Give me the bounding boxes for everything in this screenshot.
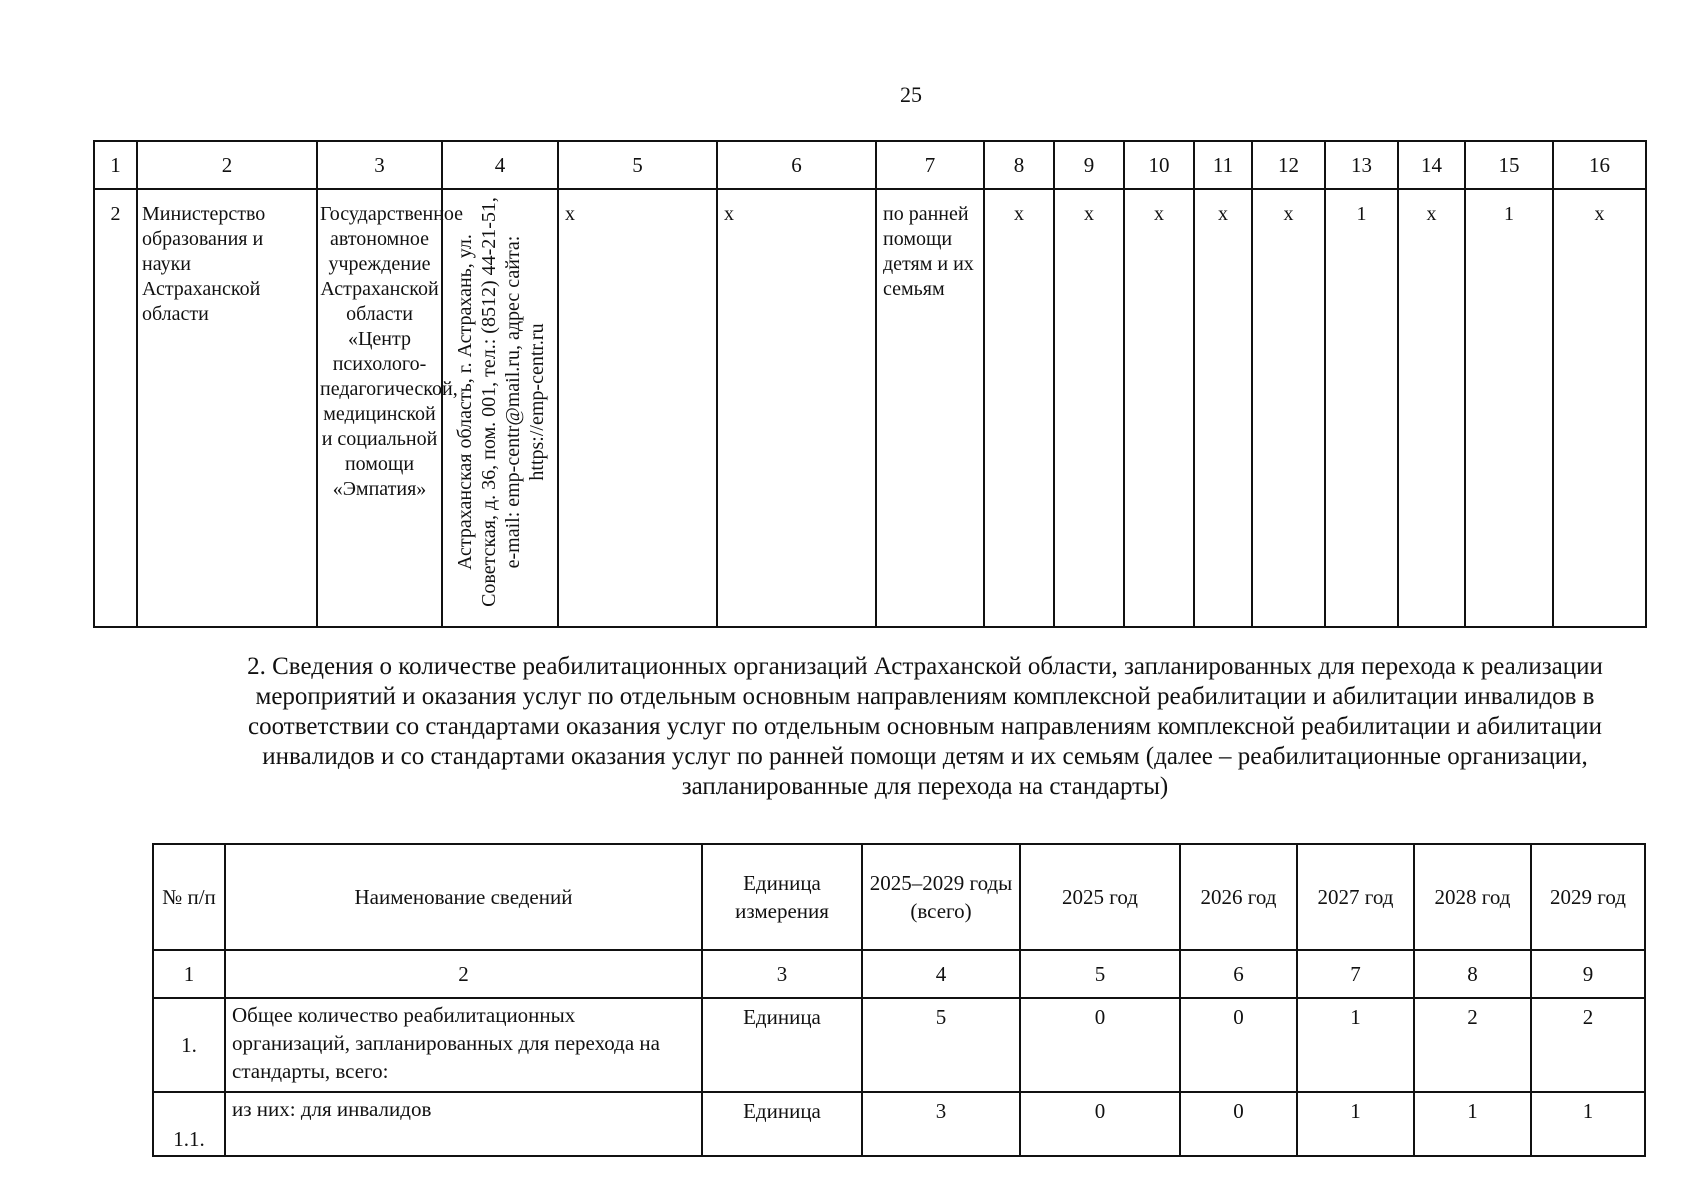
header-cell: 15 xyxy=(1465,141,1553,189)
header-cell: 3 xyxy=(317,141,442,189)
column-number-row xyxy=(153,950,1645,998)
header-cell: 2 xyxy=(137,141,317,189)
value-total: 5 xyxy=(862,998,1020,1092)
header-2027: 2027 год xyxy=(1297,844,1414,950)
header-2026: 2026 год xyxy=(1180,844,1297,950)
header-2029: 2029 год xyxy=(1531,844,1645,950)
header-name: Наименование сведений xyxy=(225,844,702,950)
cell-col14: х xyxy=(1398,189,1465,627)
column-number: 9 xyxy=(1531,950,1645,998)
column-number: 1 xyxy=(153,950,225,998)
header-2028: 2028 год xyxy=(1414,844,1531,950)
row-number: 1. xyxy=(153,998,225,1092)
header-no: № п/п xyxy=(153,844,225,950)
header-total: 2025–2029 годы (всего) xyxy=(862,844,1020,950)
header-cell: 12 xyxy=(1252,141,1325,189)
value-2026: 0 xyxy=(1180,998,1297,1092)
cell-col5: х xyxy=(558,189,717,627)
header-cell: 7 xyxy=(876,141,984,189)
cell-col6: х xyxy=(717,189,876,627)
column-number: 2 xyxy=(225,950,702,998)
column-number: 7 xyxy=(1297,950,1414,998)
cell-col13: 1 xyxy=(1325,189,1398,627)
cell-col10: х xyxy=(1124,189,1194,627)
header-cell: 4 xyxy=(442,141,558,189)
row-label: из них: для инвалидов xyxy=(225,1092,702,1156)
organizations-table xyxy=(93,140,1647,628)
header-unit: Единица измерения xyxy=(702,844,862,950)
value-2026: 0 xyxy=(1180,1092,1297,1156)
table-row xyxy=(153,1092,1645,1156)
cell-col16: х xyxy=(1553,189,1646,627)
ministry-cell: Министерство образования и науки Астраханской области xyxy=(137,189,317,627)
service-cell: по ранней помощи детям и их семьям xyxy=(876,189,984,627)
header-cell: 10 xyxy=(1124,141,1194,189)
page-number: 25 xyxy=(900,82,922,107)
value-2028: 1 xyxy=(1414,1092,1531,1156)
value-2028: 2 xyxy=(1414,998,1531,1092)
cell-col12: х xyxy=(1252,189,1325,627)
header-cell: 6 xyxy=(717,141,876,189)
table-row xyxy=(94,189,1646,627)
column-number: 5 xyxy=(1020,950,1180,998)
header-cell: 16 xyxy=(1553,141,1646,189)
address-cell xyxy=(442,189,558,627)
value-2029: 1 xyxy=(1531,1092,1645,1156)
cell-col8: х xyxy=(984,189,1054,627)
column-number: 4 xyxy=(862,950,1020,998)
organization-cell: Государственное автономное учреждение Астраханской области «Центр психолого-педагогической, медицинской и социальной помощи «Эмпатия» xyxy=(317,189,442,627)
header-cell: 14 xyxy=(1398,141,1465,189)
column-number: 3 xyxy=(702,950,862,998)
row-number: 2 xyxy=(94,189,137,627)
column-number: 6 xyxy=(1180,950,1297,998)
row-number: 1.1. xyxy=(153,1092,225,1156)
table-header-row xyxy=(153,844,1645,950)
header-cell: 11 xyxy=(1194,141,1252,189)
value-2025: 0 xyxy=(1020,1092,1180,1156)
column-number: 8 xyxy=(1414,950,1531,998)
cell-col15: 1 xyxy=(1465,189,1553,627)
table-row xyxy=(153,998,1645,1092)
value-2029: 2 xyxy=(1531,998,1645,1092)
header-cell: 9 xyxy=(1054,141,1124,189)
header-cell: 5 xyxy=(558,141,717,189)
header-cell: 13 xyxy=(1325,141,1398,189)
value-2027: 1 xyxy=(1297,1092,1414,1156)
table-header-row xyxy=(94,141,1646,189)
value-2025: 0 xyxy=(1020,998,1180,1092)
header-cell: 8 xyxy=(984,141,1054,189)
row-unit: Единица xyxy=(702,998,862,1092)
address-text: Астраханская область, г. Астрахань, ул. Советская, д. 36, пом. 001, тел.: (8512) 44-21-51, e-mail: emp-centr@mail.ru, адрес сайта: https://emp-centr.ru xyxy=(454,197,548,607)
header-2025: 2025 год xyxy=(1020,844,1180,950)
value-2027: 1 xyxy=(1297,998,1414,1092)
row-unit: Единица xyxy=(702,1092,862,1156)
header-cell: 1 xyxy=(94,141,137,189)
value-total: 3 xyxy=(862,1092,1020,1156)
cell-col11: х xyxy=(1194,189,1252,627)
section-title: 2. Сведения о количестве реабилитационных организаций Астраханской области, запланированных для перехода к реализации мероприятий и оказания услуг по отдельным основным направлениям комплексной реабилитации и абилитации инвалидов в соответствии со стандартами оказания услуг по отдельным основным направлениям комплексной реабилитации и абилитации инвалидов и со стандартами оказания услуг по ранней помощи детям и их семьям (далее – реабилитационные организации, запланированные для перехода на стандарты) xyxy=(247,653,1603,800)
statistics-table xyxy=(152,843,1646,1157)
cell-col9: х xyxy=(1054,189,1124,627)
row-label: Общее количество реабилитационных организаций, запланированных для перехода на стандарты, всего: xyxy=(225,998,702,1092)
